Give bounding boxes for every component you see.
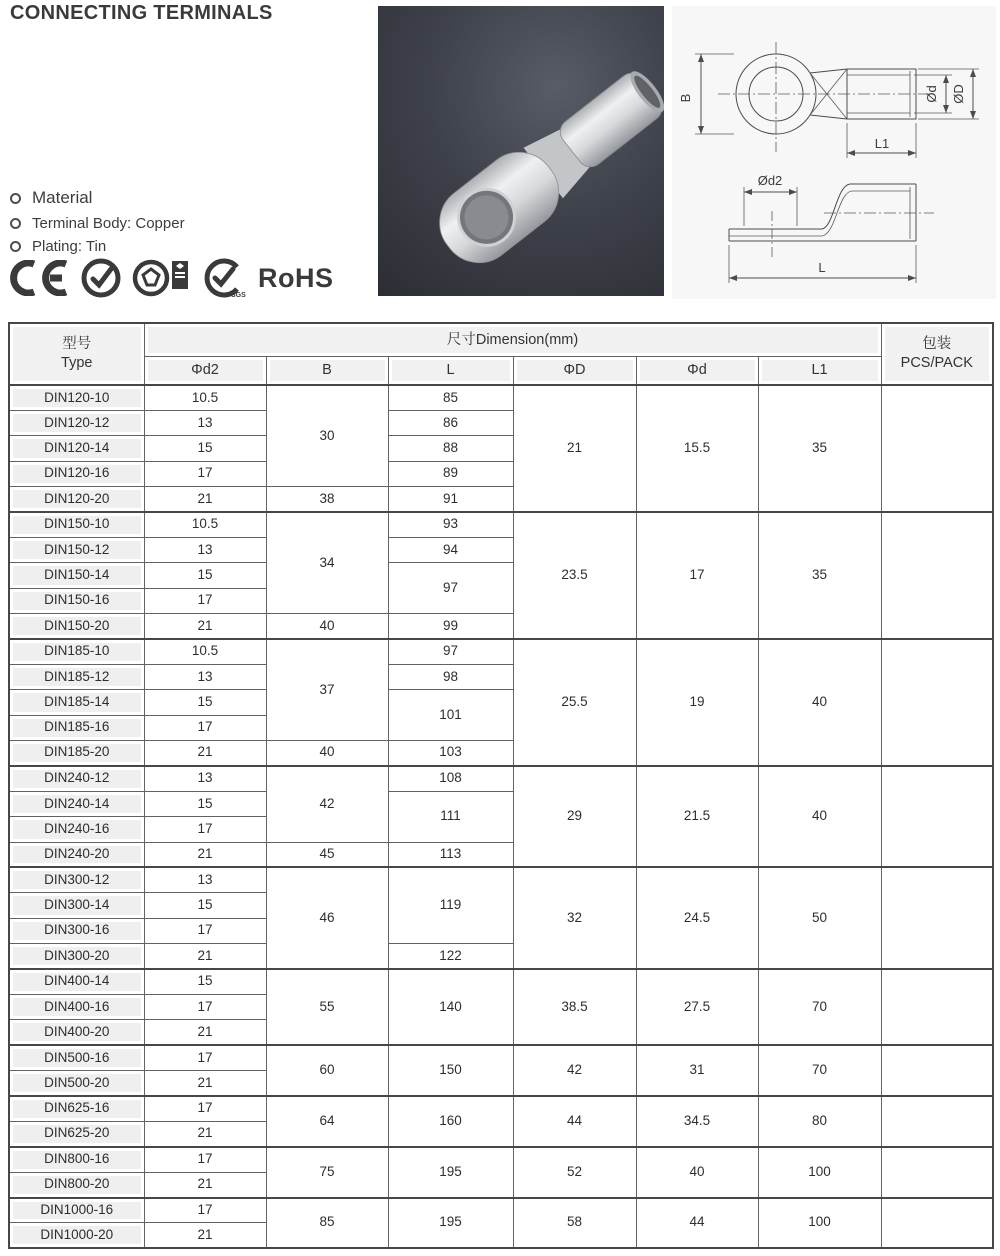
type-cell: DIN120-12 bbox=[9, 410, 144, 435]
material-list bbox=[10, 188, 185, 261]
table-row bbox=[9, 969, 993, 994]
type-cell: DIN120-10 bbox=[9, 385, 144, 410]
l-cell: 150 bbox=[388, 1045, 513, 1096]
d2-cell: 13 bbox=[144, 766, 266, 791]
dim-label-b: B bbox=[678, 93, 693, 103]
d2-cell: 13 bbox=[144, 537, 266, 562]
dd-cell: 27.5 bbox=[636, 969, 758, 1045]
product-photo bbox=[378, 6, 664, 296]
b-cell: 30 bbox=[266, 385, 388, 487]
dim-label-inner-dia: Ød bbox=[924, 85, 939, 103]
sgs-label: SGS bbox=[231, 292, 246, 299]
l-cell: 140 bbox=[388, 969, 513, 1045]
d2-cell: 10.5 bbox=[144, 639, 266, 664]
pack-cell bbox=[881, 1096, 993, 1147]
type-cell: DIN120-16 bbox=[9, 461, 144, 486]
dD-cell: 44 bbox=[513, 1096, 636, 1147]
table-row bbox=[9, 1198, 993, 1223]
pack-column-header: 包装 PCS/PACK bbox=[881, 323, 993, 385]
l-cell: 97 bbox=[388, 563, 513, 614]
dim-label-outer-dia: ØD bbox=[951, 84, 966, 104]
dD-cell: 38.5 bbox=[513, 969, 636, 1045]
type-cell: DIN300-20 bbox=[9, 944, 144, 969]
table-row bbox=[9, 766, 993, 791]
subheader-d2: Φd2 bbox=[144, 356, 266, 385]
type-cell: DIN185-16 bbox=[9, 715, 144, 740]
pack-cell bbox=[881, 1198, 993, 1249]
quality-check-badge-icon bbox=[81, 258, 121, 298]
dd-cell: 17 bbox=[636, 512, 758, 639]
l-cell: 122 bbox=[388, 944, 513, 969]
type-cell: DIN300-16 bbox=[9, 918, 144, 943]
technical-drawings bbox=[672, 6, 996, 299]
b-cell: 64 bbox=[266, 1096, 388, 1147]
l-cell: 195 bbox=[388, 1147, 513, 1198]
material-item bbox=[10, 215, 185, 232]
type-cell: DIN120-20 bbox=[9, 487, 144, 512]
material-item bbox=[10, 238, 185, 255]
l1-cell: 100 bbox=[758, 1147, 881, 1198]
l1-cell: 35 bbox=[758, 385, 881, 512]
type-column-header: 型号 Type bbox=[9, 323, 144, 385]
type-cell: DIN400-16 bbox=[9, 994, 144, 1019]
type-cell: DIN400-20 bbox=[9, 1020, 144, 1045]
bullet-icon bbox=[10, 218, 21, 229]
material-item bbox=[10, 188, 185, 208]
type-cell: DIN240-14 bbox=[9, 791, 144, 816]
type-cell: DIN150-14 bbox=[9, 563, 144, 588]
subheader-dd: Φd bbox=[636, 356, 758, 385]
terminal-lug-photo bbox=[378, 6, 664, 296]
table-row bbox=[9, 639, 993, 664]
l1-cell: 100 bbox=[758, 1198, 881, 1249]
l1-cell: 50 bbox=[758, 867, 881, 969]
certification-logos bbox=[8, 257, 334, 299]
d2-cell: 21 bbox=[144, 740, 266, 765]
dim-label-l1: L1 bbox=[874, 136, 890, 151]
d2-cell: 15 bbox=[144, 563, 266, 588]
b-cell: 42 bbox=[266, 766, 388, 842]
b-cell: 60 bbox=[266, 1045, 388, 1096]
b-cell: 55 bbox=[266, 969, 388, 1045]
subheader-b: B bbox=[266, 356, 388, 385]
subheader-l1: L1 bbox=[758, 356, 881, 385]
l-cell: 97 bbox=[388, 639, 513, 664]
dimension-header: 尺寸Dimension(mm) bbox=[144, 323, 881, 356]
dim-label-l: L bbox=[818, 260, 826, 275]
l1-cell: 40 bbox=[758, 766, 881, 868]
d2-cell: 13 bbox=[144, 410, 266, 435]
l-cell: 101 bbox=[388, 690, 513, 741]
dD-cell: 42 bbox=[513, 1045, 636, 1096]
d2-cell: 21 bbox=[144, 944, 266, 969]
pack-cell bbox=[881, 969, 993, 1045]
dD-cell: 23.5 bbox=[513, 512, 636, 639]
ce-mark-icon bbox=[8, 260, 70, 296]
l-cell: 91 bbox=[388, 487, 513, 512]
rohs-label: RoHS bbox=[258, 262, 334, 293]
dd-cell: 19 bbox=[636, 639, 758, 766]
page-title: CONNECTING TERMINALS bbox=[10, 2, 273, 24]
d2-cell: 21 bbox=[144, 487, 266, 512]
d2-cell: 17 bbox=[144, 817, 266, 842]
l-cell: 86 bbox=[388, 410, 513, 435]
l-cell: 195 bbox=[388, 1198, 513, 1249]
table-row bbox=[9, 1147, 993, 1172]
l-cell: 88 bbox=[388, 436, 513, 461]
dd-cell: 24.5 bbox=[636, 867, 758, 969]
d2-cell: 15 bbox=[144, 791, 266, 816]
type-cell: DIN1000-16 bbox=[9, 1198, 144, 1223]
subheader-l: L bbox=[388, 356, 513, 385]
d2-cell: 15 bbox=[144, 969, 266, 994]
pack-cell bbox=[881, 1045, 993, 1096]
d2-cell: 17 bbox=[144, 1045, 266, 1070]
d2-cell: 17 bbox=[144, 994, 266, 1019]
dd-cell: 31 bbox=[636, 1045, 758, 1096]
dD-cell: 21 bbox=[513, 385, 636, 512]
table-row bbox=[9, 1045, 993, 1070]
table-row bbox=[9, 1096, 993, 1121]
d2-cell: 17 bbox=[144, 461, 266, 486]
type-cell: DIN300-12 bbox=[9, 867, 144, 892]
b-cell: 37 bbox=[266, 639, 388, 741]
d2-cell: 21 bbox=[144, 1223, 266, 1248]
l-cell: 89 bbox=[388, 461, 513, 486]
b-cell: 38 bbox=[266, 487, 388, 512]
d2-cell: 17 bbox=[144, 1198, 266, 1223]
d2-cell: 13 bbox=[144, 867, 266, 892]
d2-cell: 15 bbox=[144, 436, 266, 461]
l1-cell: 70 bbox=[758, 1045, 881, 1096]
type-cell: DIN625-16 bbox=[9, 1096, 144, 1121]
type-cell: DIN800-20 bbox=[9, 1172, 144, 1197]
type-cell: DIN150-16 bbox=[9, 588, 144, 613]
type-cell: DIN800-16 bbox=[9, 1147, 144, 1172]
d2-cell: 15 bbox=[144, 893, 266, 918]
b-cell: 40 bbox=[266, 614, 388, 639]
pack-cell bbox=[881, 1147, 993, 1198]
type-cell: DIN185-14 bbox=[9, 690, 144, 715]
l-cell: 85 bbox=[388, 385, 513, 410]
d2-cell: 21 bbox=[144, 1121, 266, 1146]
l1-cell: 70 bbox=[758, 969, 881, 1045]
d2-cell: 10.5 bbox=[144, 512, 266, 537]
d2-cell: 10.5 bbox=[144, 385, 266, 410]
type-cell: DIN500-20 bbox=[9, 1071, 144, 1096]
dD-cell: 58 bbox=[513, 1198, 636, 1249]
d2-cell: 21 bbox=[144, 842, 266, 867]
pack-cell bbox=[881, 639, 993, 766]
type-cell: DIN625-20 bbox=[9, 1121, 144, 1146]
ukas-crown-badge-icon bbox=[132, 257, 190, 299]
l-cell: 111 bbox=[388, 791, 513, 842]
type-cell: DIN185-12 bbox=[9, 664, 144, 689]
dD-cell: 52 bbox=[513, 1147, 636, 1198]
type-cell: DIN240-20 bbox=[9, 842, 144, 867]
type-cell: DIN185-20 bbox=[9, 740, 144, 765]
l1-cell: 40 bbox=[758, 639, 881, 766]
pack-cell bbox=[881, 867, 993, 969]
type-cell: DIN400-14 bbox=[9, 969, 144, 994]
d2-cell: 17 bbox=[144, 1147, 266, 1172]
l-cell: 108 bbox=[388, 766, 513, 791]
l-cell: 93 bbox=[388, 512, 513, 537]
l-cell: 119 bbox=[388, 867, 513, 943]
d2-cell: 21 bbox=[144, 1172, 266, 1197]
type-cell: DIN185-10 bbox=[9, 639, 144, 664]
l-cell: 160 bbox=[388, 1096, 513, 1147]
d2-cell: 13 bbox=[144, 664, 266, 689]
d2-cell: 21 bbox=[144, 1020, 266, 1045]
l-cell: 113 bbox=[388, 842, 513, 867]
type-cell: DIN240-16 bbox=[9, 817, 144, 842]
b-cell: 85 bbox=[266, 1198, 388, 1249]
d2-cell: 17 bbox=[144, 918, 266, 943]
dD-cell: 25.5 bbox=[513, 639, 636, 766]
dd-cell: 21.5 bbox=[636, 766, 758, 868]
d2-cell: 21 bbox=[144, 1071, 266, 1096]
front-view-diagram bbox=[672, 6, 996, 166]
pack-cell bbox=[881, 512, 993, 639]
pack-cell bbox=[881, 385, 993, 512]
dD-cell: 32 bbox=[513, 867, 636, 969]
material-item-label: Terminal Body: Copper bbox=[32, 215, 185, 232]
l1-cell: 80 bbox=[758, 1096, 881, 1147]
table-row bbox=[9, 385, 993, 410]
dd-cell: 34.5 bbox=[636, 1096, 758, 1147]
b-cell: 40 bbox=[266, 740, 388, 765]
type-cell: DIN500-16 bbox=[9, 1045, 144, 1070]
dd-cell: 44 bbox=[636, 1198, 758, 1249]
l-cell: 94 bbox=[388, 537, 513, 562]
l-cell: 98 bbox=[388, 664, 513, 689]
pack-cell bbox=[881, 766, 993, 868]
side-view-diagram bbox=[672, 171, 996, 304]
b-cell: 34 bbox=[266, 512, 388, 614]
b-cell: 46 bbox=[266, 867, 388, 969]
table-row bbox=[9, 867, 993, 892]
d2-cell: 17 bbox=[144, 1096, 266, 1121]
dd-cell: 15.5 bbox=[636, 385, 758, 512]
material-item-label: Plating: Tin bbox=[32, 238, 107, 255]
subheader-dD: ΦD bbox=[513, 356, 636, 385]
l-cell: 103 bbox=[388, 740, 513, 765]
d2-cell: 17 bbox=[144, 588, 266, 613]
sgs-check-badge-icon bbox=[201, 257, 247, 299]
type-cell: DIN1000-20 bbox=[9, 1223, 144, 1248]
bullet-icon bbox=[10, 193, 21, 204]
b-cell: 45 bbox=[266, 842, 388, 867]
l-cell: 99 bbox=[388, 614, 513, 639]
type-cell: DIN300-14 bbox=[9, 893, 144, 918]
type-cell: DIN150-12 bbox=[9, 537, 144, 562]
d2-cell: 15 bbox=[144, 690, 266, 715]
table-row bbox=[9, 512, 993, 537]
dimension-table bbox=[8, 322, 994, 1249]
type-cell: DIN150-20 bbox=[9, 614, 144, 639]
d2-cell: 21 bbox=[144, 614, 266, 639]
type-cell: DIN150-10 bbox=[9, 512, 144, 537]
b-cell: 75 bbox=[266, 1147, 388, 1198]
l1-cell: 35 bbox=[758, 512, 881, 639]
dD-cell: 29 bbox=[513, 766, 636, 868]
dim-label-d2: Ød2 bbox=[757, 173, 783, 188]
material-item-label: Material bbox=[32, 188, 93, 207]
type-cell: DIN240-12 bbox=[9, 766, 144, 791]
type-cell: DIN120-14 bbox=[9, 436, 144, 461]
dd-cell: 40 bbox=[636, 1147, 758, 1198]
bullet-icon bbox=[10, 241, 21, 252]
d2-cell: 17 bbox=[144, 715, 266, 740]
